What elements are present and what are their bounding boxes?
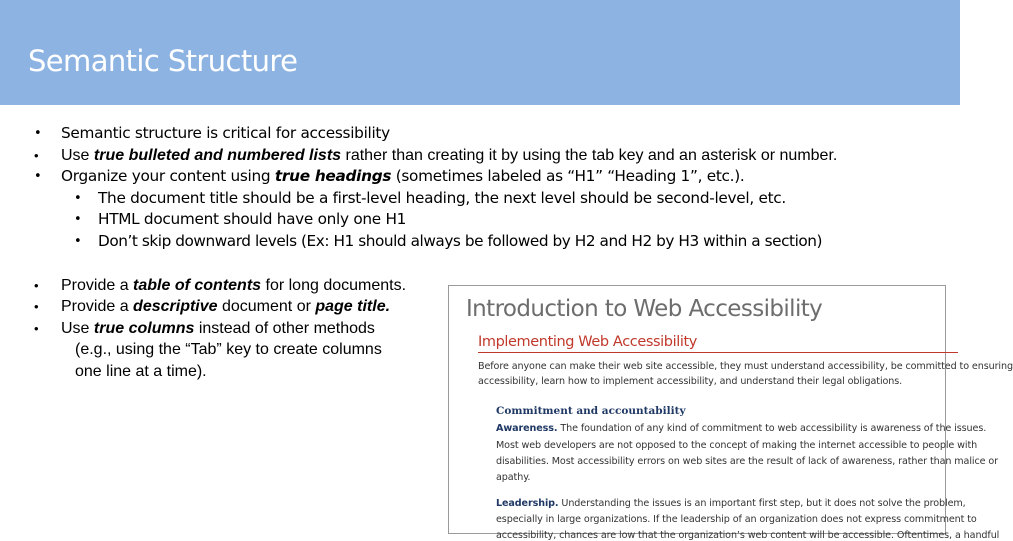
leadership-line: especially in large organizations. If the leadership of an organization does not express commitment to	[496, 514, 977, 525]
awareness-line: Most web developers are not opposed to the concept of making the internet accessible to people with	[496, 440, 978, 451]
bullet-dot: •	[74, 212, 82, 227]
bullet-dot: •	[34, 126, 42, 141]
document-subheading: Commitment and accountability	[496, 405, 686, 417]
document-heading: Implementing Web Accessibility	[478, 334, 697, 350]
bullet-dot: •	[34, 321, 39, 336]
leadership-line: accessibility, chances are low that the organization’s web content will be accessible. Oftentimes, a handful	[496, 530, 1000, 541]
bullet-5: • Provide a descriptive document or page title.	[34, 298, 391, 315]
leadership-line: Leadership. Understanding the issues is an important first step, but it does not solve the problem,	[496, 498, 966, 509]
slide-title: Semantic Structure	[28, 44, 298, 78]
bullet-6-continuation: one line at a time).	[75, 363, 207, 380]
awareness-line: Awareness. The foundation of any kind of commitment to web accessibility is awareness of the issues.	[496, 423, 987, 434]
document-screenshot	[448, 285, 1013, 541]
intro-line: accessibility, learn how to implement accessibility, and understand their legal obligations.	[478, 376, 903, 387]
awareness-line: disabilities. Most accessibility errors on web sites are the result of lack of awareness, rather than malice or	[496, 456, 999, 467]
bullet-1: • Semantic structure is critical for accessibility	[34, 124, 390, 142]
bullet-6-continuation: (e.g., using the “Tab” key to create columns	[75, 341, 382, 358]
title-bar	[0, 0, 960, 105]
bullet-dot: •	[74, 191, 82, 206]
bullet-dot: •	[74, 234, 82, 249]
bullet-dot: •	[34, 278, 39, 293]
intro-line: Before anyone can make their web site accessible, they must understand accessibility, be committed to ensuring	[478, 361, 1013, 372]
sub-bullet-3: • Don’t skip downward levels (Ex: H1 should always be followed by H2 and H2 by H3 within a section)	[74, 232, 823, 250]
sub-bullet-2: • HTML document should have only one H1	[74, 210, 407, 228]
awareness-line: apathy.	[496, 472, 531, 483]
bullet-6: • Use true columns instead of other methods	[34, 320, 375, 337]
bullet-3: • Organize your content using true headings (sometimes labeled as “H1” “Heading 1”, etc.).	[34, 167, 745, 185]
document-title: Introduction to Web Accessibility	[466, 296, 823, 322]
bullet-dot: •	[34, 148, 39, 163]
sub-bullet-1: • The document title should be a first-level heading, the next level should be second-level, etc.	[74, 189, 786, 207]
bullet-4: • Provide a table of contents for long documents.	[34, 277, 407, 294]
bullet-dot: •	[34, 169, 42, 184]
heading-rule	[478, 352, 958, 353]
bullet-2: • Use true bulleted and numbered lists rather than creating it by using the tab key and an asterisk or number.	[34, 147, 838, 164]
bullet-dot: •	[34, 299, 39, 314]
